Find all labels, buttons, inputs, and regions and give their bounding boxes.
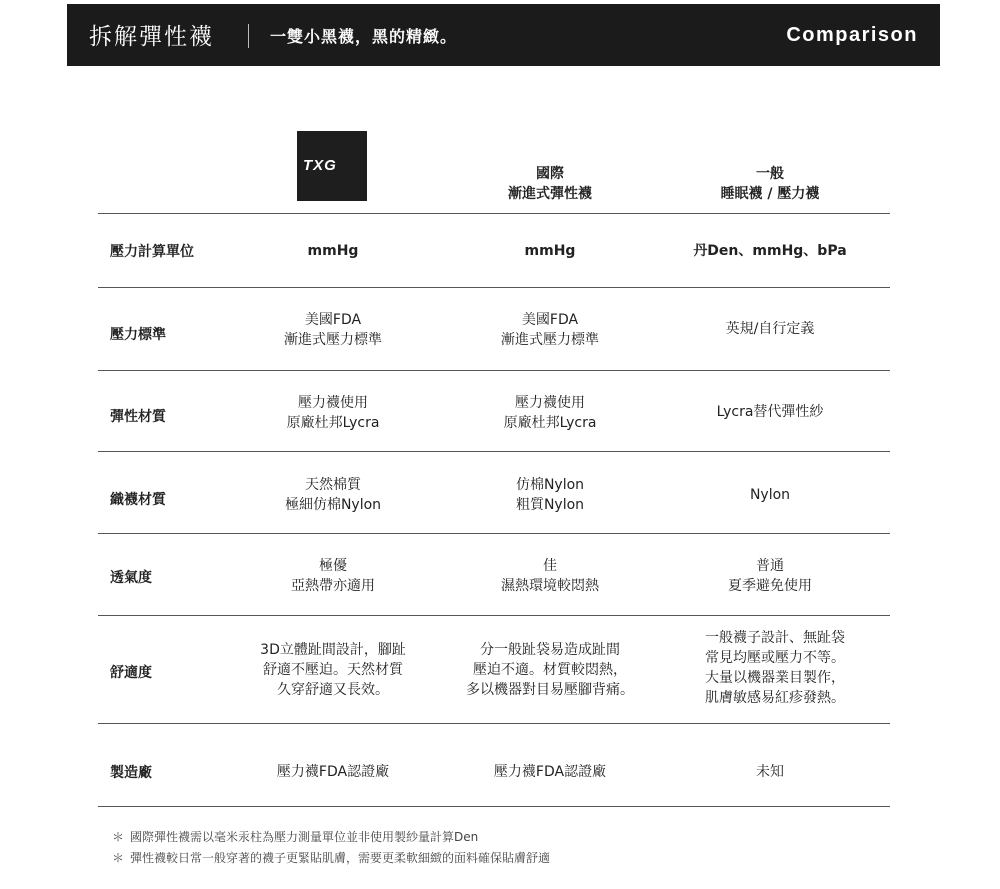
cell-line: 壓力襪FDA認證廠: [493, 764, 607, 780]
cell-line: 美國FDA: [304, 312, 362, 328]
cell-general-manufacturer: [680, 762, 860, 782]
footnotes: [112, 827, 550, 869]
cell-line: 舒適不壓迫。天然材質: [263, 662, 403, 678]
column-header-line: 睡眠襪 / 壓力襪: [720, 186, 820, 202]
cell-line: 原廠杜邦Lycra: [286, 415, 380, 431]
footnote-text: 彈性襪較日常一般穿著的襪子更緊貼肌膚，需要更柔軟細緻的面料確保貼膚舒適: [130, 851, 551, 865]
cell-line: 英規/自行定義: [725, 321, 815, 337]
banner-subtitle: 一雙小黑襪，黑的精緻。: [270, 27, 458, 46]
cell-txg-elastic-material: [243, 393, 423, 433]
cell-intl-breathability: [460, 556, 640, 596]
cell-line: 常見均壓或壓力不等。: [705, 650, 845, 666]
row-label-elastic-material: 彈性材質: [110, 409, 166, 425]
footnote-item: [112, 827, 550, 848]
cell-line: 濕熱環境較悶熱: [501, 578, 599, 594]
cell-line: 未知: [756, 764, 784, 780]
cell-line: mmHg: [307, 243, 359, 259]
column-header-line: 漸進式彈性襪: [508, 186, 592, 202]
cell-line: Nylon: [749, 487, 791, 503]
cell-intl-pressure-unit: [460, 241, 640, 261]
cell-line: 仿棉Nylon: [515, 477, 585, 493]
column-header-international: [470, 164, 630, 204]
cell-line: 極優: [319, 558, 347, 574]
cell-general-pressure-standard: [680, 319, 860, 339]
cell-line: 粗質Nylon: [515, 497, 585, 513]
table-divider: [98, 615, 890, 616]
cell-txg-breathability: [243, 556, 423, 596]
cell-line: 原廠杜邦Lycra: [503, 415, 597, 431]
txg-logo: [297, 131, 367, 201]
table-divider: [98, 451, 890, 452]
column-header-line: 一般: [756, 166, 784, 182]
row-label-knit-material: 織襪材質: [110, 492, 166, 508]
table-divider: [98, 370, 890, 371]
footnote-marker: ＊: [112, 830, 125, 844]
cell-line: 壓力襪使用: [515, 395, 585, 411]
table-divider: [98, 723, 890, 724]
cell-line: 多以機器對目易壓腳背痛。: [466, 682, 634, 698]
row-label-manufacturer: 製造廠: [110, 765, 152, 781]
cell-intl-manufacturer: [460, 762, 640, 782]
cell-line: 普通: [756, 558, 784, 574]
logo-text: TXG: [303, 157, 337, 174]
row-label-comfort: 舒適度: [110, 665, 152, 681]
cell-line: 肌膚敏感易紅疹發熱。: [705, 690, 845, 706]
table-divider: [98, 287, 890, 288]
footnote-item: [112, 848, 550, 869]
cell-intl-knit-material: [460, 475, 640, 515]
column-header-general: [690, 164, 850, 204]
cell-line: Lycra替代彈性紗: [716, 404, 824, 420]
header-banner: [67, 4, 940, 66]
cell-general-comfort: [705, 628, 875, 708]
cell-line: 一般襪子設計、無趾袋: [705, 630, 845, 646]
cell-line: 壓迫不適。材質較悶熱，: [473, 662, 627, 678]
row-label-breathability: 透氣度: [110, 570, 152, 586]
cell-line: 久穿舒適又長效。: [277, 682, 389, 698]
cell-line: 丹Den、mmHg、bPa: [693, 243, 847, 259]
cell-general-elastic-material: [680, 402, 860, 422]
cell-txg-pressure-unit: [243, 241, 423, 261]
cell-txg-pressure-standard: [243, 310, 423, 350]
cell-line: 壓力襪使用: [298, 395, 368, 411]
row-label-pressure-unit: 壓力計算單位: [110, 244, 194, 260]
cell-line: 大量以機器業目製作，: [705, 670, 845, 686]
cell-txg-manufacturer: [243, 762, 423, 782]
table-divider: [98, 213, 890, 214]
cell-txg-comfort: [243, 640, 423, 700]
cell-intl-pressure-standard: [460, 310, 640, 350]
banner-title: 拆解彈性襪: [89, 24, 214, 50]
table-divider: [98, 806, 890, 807]
footnote-text: 國際彈性襪需以毫米汞柱為壓力測量單位並非使用製紗量計算Den: [130, 830, 479, 844]
cell-txg-knit-material: [243, 475, 423, 515]
cell-line: 美國FDA: [521, 312, 579, 328]
cell-line: 分一般趾袋易造成趾間: [480, 642, 620, 658]
cell-line: 漸進式壓力標準: [284, 332, 382, 348]
cell-intl-comfort: [460, 640, 640, 700]
cell-line: 極細仿棉Nylon: [284, 497, 382, 513]
banner-divider: [248, 24, 249, 48]
cell-line: 天然棉質: [305, 477, 361, 493]
cell-line: 壓力襪FDA認證廠: [276, 764, 390, 780]
cell-intl-elastic-material: [460, 393, 640, 433]
cell-general-knit-material: [680, 485, 860, 505]
cell-line: 佳: [543, 558, 557, 574]
cell-general-pressure-unit: [680, 241, 860, 261]
table-divider: [98, 533, 890, 534]
column-header-line: 國際: [536, 166, 564, 182]
cell-line: 漸進式壓力標準: [501, 332, 599, 348]
footnote-marker: ＊: [112, 851, 125, 865]
cell-line: 亞熱帶亦適用: [291, 578, 375, 594]
row-label-pressure-standard: 壓力標準: [110, 327, 166, 343]
cell-line: 夏季避免使用: [728, 578, 812, 594]
cell-general-breathability: [680, 556, 860, 596]
cell-line: 3D立體趾間設計，腳趾: [260, 642, 406, 658]
banner-english-title: Comparison: [786, 24, 918, 46]
cell-line: mmHg: [524, 243, 576, 259]
